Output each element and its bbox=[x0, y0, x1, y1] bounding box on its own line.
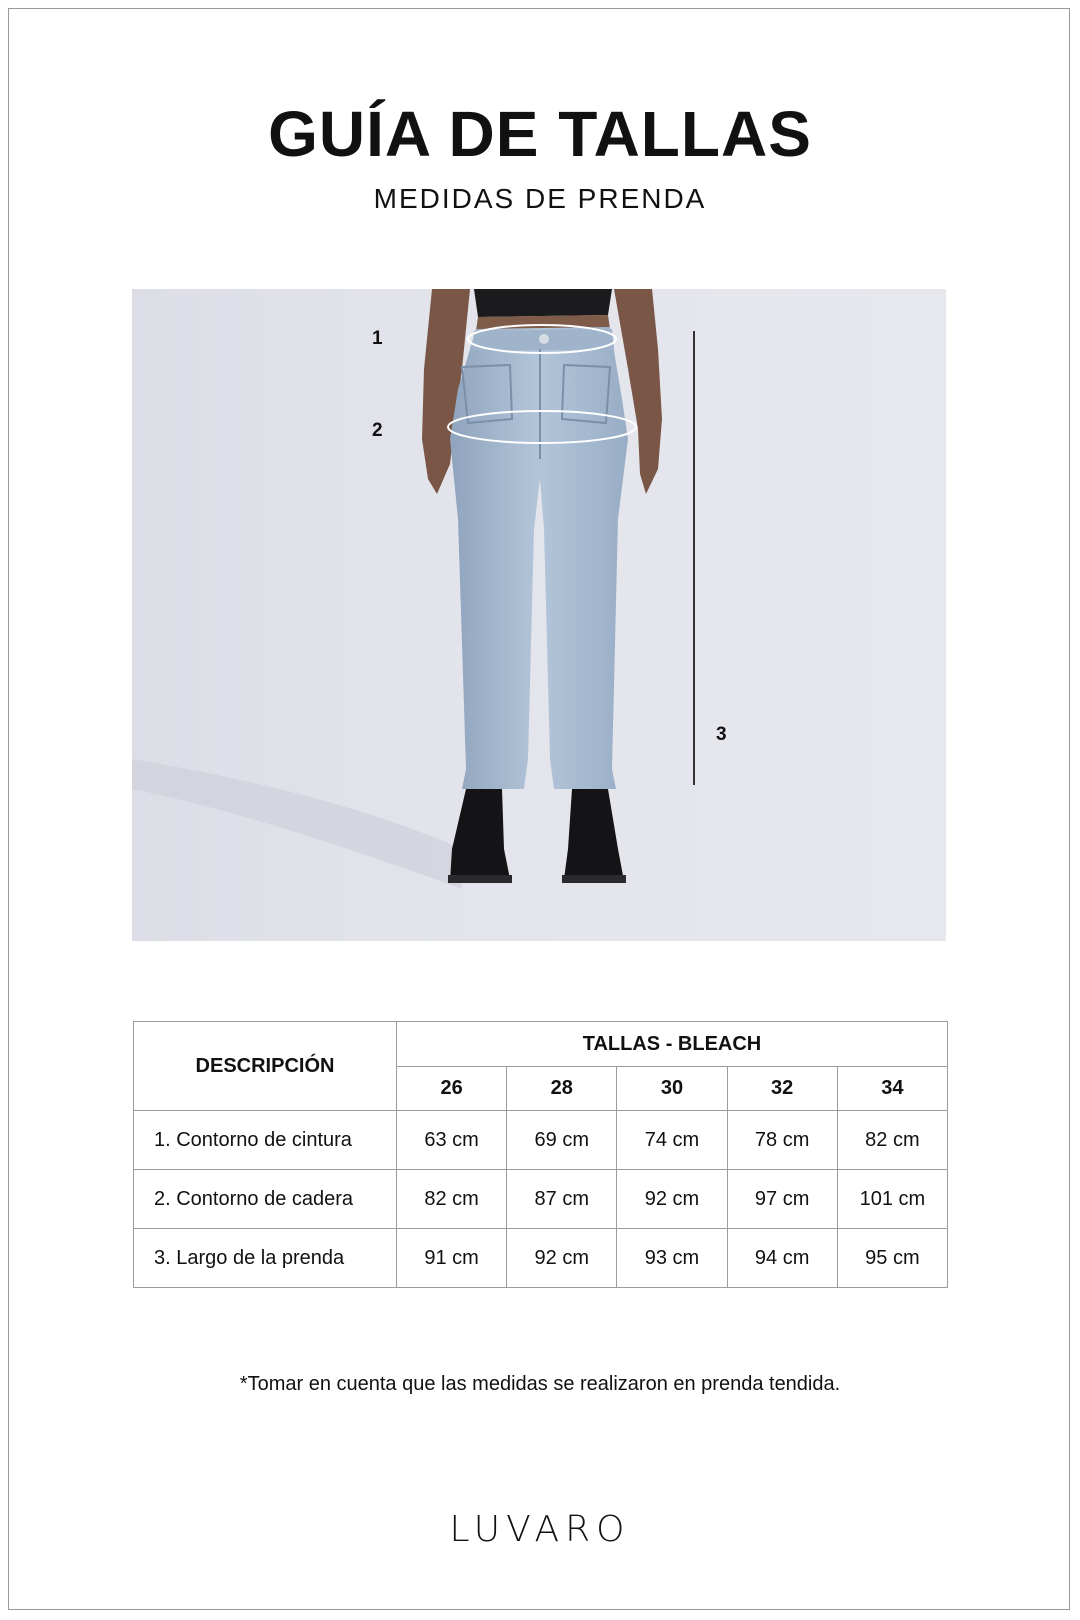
jeans-illustration bbox=[132, 289, 946, 941]
footnote: *Tomar en cuenta que las medidas se realizaron en prenda tendida. bbox=[239, 1373, 841, 1395]
button bbox=[539, 334, 549, 344]
size-header: 32 bbox=[727, 1067, 837, 1111]
marker-3: 3 bbox=[716, 724, 727, 745]
table-row bbox=[134, 1111, 948, 1170]
table-cell: 82 cm bbox=[837, 1111, 947, 1170]
left-boot bbox=[450, 789, 510, 881]
row-label: 1. Contorno de cintura bbox=[134, 1111, 397, 1170]
table-cell: 82 cm bbox=[397, 1170, 507, 1229]
table-cell: 91 cm bbox=[397, 1229, 507, 1288]
brand-logo: LUVARO bbox=[449, 1509, 631, 1550]
size-header: 30 bbox=[617, 1067, 727, 1111]
table-row bbox=[134, 1229, 948, 1288]
marker-1: 1 bbox=[372, 328, 383, 349]
right-boot bbox=[564, 789, 624, 881]
table-cell: 92 cm bbox=[507, 1229, 617, 1288]
marker-2: 2 bbox=[372, 420, 383, 441]
table-cell: 92 cm bbox=[617, 1170, 727, 1229]
table-cell: 63 cm bbox=[397, 1111, 507, 1170]
floor-shadow bbox=[132, 759, 462, 889]
sizes-group-header: TALLAS - BLEACH bbox=[397, 1022, 948, 1067]
left-sole bbox=[448, 875, 512, 883]
row-label: 3. Largo de la prenda bbox=[134, 1229, 397, 1288]
size-header: 26 bbox=[397, 1067, 507, 1111]
page-subtitle: MEDIDAS DE PRENDA bbox=[373, 183, 707, 214]
table-cell: 94 cm bbox=[727, 1229, 837, 1288]
table-cell: 74 cm bbox=[617, 1111, 727, 1170]
product-photo bbox=[132, 289, 946, 941]
table-row bbox=[134, 1170, 948, 1229]
description-header: DESCRIPCIÓN bbox=[134, 1022, 397, 1111]
size-header: 34 bbox=[837, 1067, 947, 1111]
table-cell: 87 cm bbox=[507, 1170, 617, 1229]
size-table bbox=[133, 1021, 948, 1288]
right-sole bbox=[562, 875, 626, 883]
table-cell: 69 cm bbox=[507, 1111, 617, 1170]
table-cell: 101 cm bbox=[837, 1170, 947, 1229]
black-top bbox=[474, 289, 612, 317]
table-cell: 95 cm bbox=[837, 1229, 947, 1288]
table-cell: 78 cm bbox=[727, 1111, 837, 1170]
row-label: 2. Contorno de cadera bbox=[134, 1170, 397, 1229]
size-header: 28 bbox=[507, 1067, 617, 1111]
table-cell: 93 cm bbox=[617, 1229, 727, 1288]
table-cell: 97 cm bbox=[727, 1170, 837, 1229]
page-title: GUÍA DE TALLAS bbox=[268, 98, 812, 170]
